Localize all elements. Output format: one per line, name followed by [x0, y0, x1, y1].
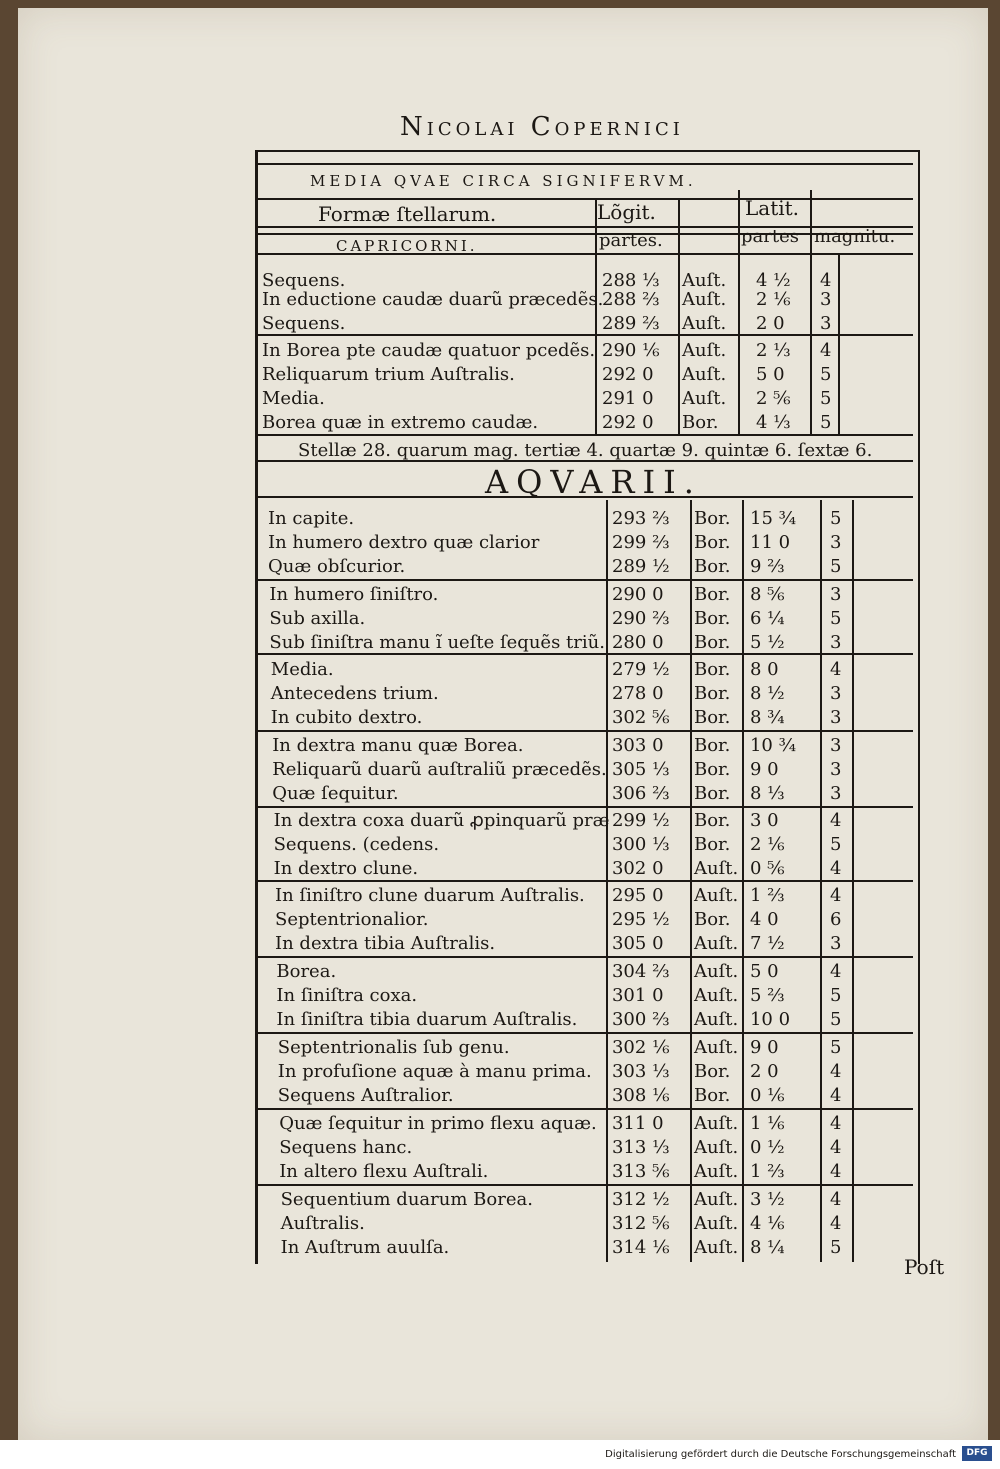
star-row: [275, 883, 910, 908]
star-name: Reliquarum trium Auſtralis.: [262, 364, 515, 385]
latitude-direction: Auſt.: [693, 1137, 739, 1158]
magnitude-value: 3: [830, 933, 842, 954]
star-row: [271, 657, 910, 682]
latitude-direction: Auſt.: [682, 289, 727, 310]
latitude-direction: Auſt.: [693, 1237, 739, 1258]
latitude-direction: Bor.: [694, 532, 731, 553]
latitude-direction: Auſt.: [682, 364, 727, 385]
longitude-value: 290 ⅙: [602, 340, 660, 361]
magnitude-value: 4: [829, 659, 842, 680]
star-row: [281, 1211, 910, 1236]
longitude-value: 288 ⅔: [602, 289, 660, 310]
rule: [258, 730, 913, 732]
longitude-value: 280 0: [611, 632, 664, 653]
star-name: Borea.: [276, 961, 337, 982]
magnitude-value: 5: [829, 834, 842, 855]
longitude-value: 311 0: [611, 1113, 664, 1134]
constellation-heading-aquarii: AQVARII.: [485, 463, 702, 501]
star-row: [262, 386, 912, 411]
magnitude-value: 3: [829, 759, 842, 780]
latitude-direction: Auſt.: [693, 1037, 739, 1058]
star-name: In dextra manu quæ Borea.: [272, 735, 524, 756]
star-row: [269, 630, 910, 655]
latitude-direction: Bor.: [693, 810, 731, 831]
latitude-value: 3 ½: [749, 1189, 785, 1210]
latitude-direction: Auſt.: [693, 961, 739, 982]
column-header-latit: Latit.: [745, 196, 800, 220]
latitude-value: 2 ⅓: [756, 340, 791, 361]
longitude-value: 292 0: [602, 412, 654, 433]
longitude-value: 308 ⅙: [611, 1085, 670, 1106]
star-row: [272, 733, 910, 758]
star-row: [262, 338, 912, 363]
star-name: Reliquarũ duarũ auſtraliũ præcedẽs.: [272, 759, 607, 780]
star-row: [262, 311, 912, 336]
star-row: [276, 983, 910, 1008]
latitude-direction: Bor.: [693, 632, 731, 653]
latitude-value: 1 ⅔: [750, 885, 785, 906]
star-name: In Borea pte caudæ quatuor pcedẽs.: [262, 340, 596, 361]
star-row: [268, 506, 910, 531]
latitude-direction: Auſt.: [682, 313, 727, 334]
latitude-value: 2 0: [756, 313, 785, 334]
latitude-value: 8 0: [749, 659, 779, 680]
longitude-value: 302 ⅙: [611, 1037, 670, 1058]
longitude-value: 288 ⅓: [602, 270, 660, 291]
latitude-value: 1 ⅙: [749, 1113, 785, 1134]
latitude-value: 8 ¼: [749, 1237, 785, 1258]
latitude-direction: Auſt.: [682, 388, 727, 409]
longitude-value: 313 ⅚: [611, 1161, 670, 1182]
star-row: [278, 1035, 910, 1060]
star-name: Sequens hanc.: [279, 1137, 413, 1158]
latitude-direction: Bor.: [694, 556, 731, 577]
magnitude-value: 4: [829, 1113, 842, 1134]
longitude-value: 291 0: [602, 388, 654, 409]
star-name: Auſtralis.: [280, 1213, 365, 1234]
longitude-value: 305 ⅓: [611, 759, 670, 780]
magnitude-value: 5: [829, 1009, 842, 1030]
latitude-value: 9 0: [749, 1037, 779, 1058]
star-name: In altero flexu Auſtrali.: [279, 1161, 489, 1182]
column-header-formae: Formæ ſtellarum.: [318, 202, 497, 226]
magnitude-value: 5: [829, 1037, 842, 1058]
star-row: [274, 856, 910, 881]
rule: [258, 1184, 913, 1186]
star-name: In humero ſiniſtro.: [269, 584, 439, 605]
star-name: In ſiniſtra coxa.: [276, 985, 418, 1006]
magnitude-value: 3: [829, 632, 842, 653]
longitude-value: 299 ½: [611, 810, 670, 831]
rule: [258, 1032, 913, 1034]
latitude-direction: Auſt.: [682, 340, 727, 361]
magnitude-value: 4: [829, 961, 842, 982]
longitude-value: 302 ⅚: [611, 707, 670, 728]
latitude-value: 9 ⅔: [750, 556, 785, 577]
magnitude-value: 3: [829, 735, 842, 756]
constellation-heading-capricorni: CAPRICORNI.: [336, 237, 478, 255]
longitude-value: 290 ⅔: [611, 608, 670, 629]
star-row: [269, 582, 910, 607]
latitude-value: 11 0: [750, 532, 791, 553]
star-name: In dextro clune.: [273, 858, 419, 879]
magnitude-value: 3: [829, 584, 842, 605]
latitude-direction: Auſt.: [693, 1113, 739, 1134]
longitude-value: 301 0: [611, 985, 664, 1006]
latitude-value: 7 ½: [750, 933, 785, 954]
magnitude-value: 5: [820, 364, 832, 385]
magnitude-value: 5: [829, 1237, 842, 1258]
latitude-value: 6 ¼: [749, 608, 785, 629]
star-name: Media.: [270, 659, 334, 680]
magnitude-value: 5: [830, 508, 842, 529]
running-header: Nicolai Copernici: [400, 112, 684, 142]
latitude-direction: Auſt.: [693, 1189, 739, 1210]
longitude-value: 300 ⅓: [611, 834, 670, 855]
star-name: In Auſtrum auulſa.: [280, 1237, 450, 1258]
footer-text: Digitalisierung gefördert durch die Deutsche Forschungsgemeinschaft: [605, 1449, 956, 1460]
longitude-value: 302 0: [611, 858, 664, 879]
star-row: [262, 287, 912, 312]
star-name: In ſiniſtra tibia duarum Auſtralis.: [276, 1009, 578, 1030]
star-row: [272, 757, 910, 782]
latitude-value: 0 ⅙: [749, 1085, 785, 1106]
star-name: Media.: [262, 388, 325, 409]
magnitude-value: 4: [829, 858, 842, 879]
latitude-direction: Auſt.: [693, 1009, 739, 1030]
star-row: [281, 1235, 910, 1260]
star-name: Borea quæ in extremo caudæ.: [262, 412, 539, 433]
star-name: Sequentium duarum Borea.: [280, 1189, 533, 1210]
star-row: [271, 705, 910, 730]
longitude-value: 305 0: [612, 933, 664, 954]
magnitude-value: 4: [820, 270, 832, 291]
digitization-footer: [0, 1440, 1000, 1469]
latitude-direction: Bor.: [682, 412, 719, 433]
magnitude-value: 4: [829, 1161, 842, 1182]
star-row: [278, 1083, 910, 1108]
star-name: In capite.: [268, 508, 355, 529]
catchword: Poſt: [904, 1255, 945, 1279]
star-row: [274, 808, 910, 833]
latitude-direction: Bor.: [693, 608, 731, 629]
magnitude-value: 4: [829, 1189, 842, 1210]
latitude-direction: Bor.: [693, 659, 731, 680]
longitude-value: 293 ⅔: [612, 508, 670, 529]
star-row: [281, 1187, 910, 1212]
latitude-direction: Bor.: [694, 909, 731, 930]
latitude-value: 10 0: [749, 1009, 791, 1030]
latitude-value: 5 0: [756, 364, 785, 385]
star-name: Septentrionalior.: [275, 909, 429, 930]
star-name: In humero dextro quæ clarior: [268, 532, 540, 553]
latitude-value: 9 0: [749, 759, 779, 780]
longitude-value: 304 ⅔: [611, 961, 670, 982]
latitude-value: 8 ½: [749, 683, 785, 704]
latitude-direction: Bor.: [693, 783, 731, 804]
longitude-value: 303 ⅓: [611, 1061, 670, 1082]
star-row: [279, 1111, 910, 1136]
star-row: [279, 1135, 910, 1160]
latitude-direction: Bor.: [693, 735, 731, 756]
star-name: Antecedens trium.: [270, 683, 439, 704]
longitude-value: 303 0: [611, 735, 664, 756]
longitude-value: 278 0: [611, 683, 664, 704]
magnitude-value: 5: [820, 388, 832, 409]
magnitude-value: 6: [830, 909, 842, 930]
star-name: Quæ ſequitur in primo flexu aquæ.: [279, 1113, 597, 1134]
star-row: [268, 530, 910, 555]
latitude-value: 5 ⅔: [749, 985, 785, 1006]
latitude-value: 8 ⅚: [749, 584, 785, 605]
latitude-direction: Auſt.: [693, 1213, 739, 1234]
star-count-summary: Stellæ 28. quarum mag. tertiæ 4. quartæ 9. quintæ 6. ſextæ 6.: [298, 440, 873, 461]
latitude-value: 3 0: [749, 810, 779, 831]
latitude-value: 1 ⅔: [749, 1161, 785, 1182]
star-row: [278, 1059, 910, 1084]
star-row: [276, 959, 910, 984]
star-name: Sequens.: [262, 313, 346, 334]
latitude-value: 0 ⅚: [749, 858, 785, 879]
column-header-longit: Lõgit.: [597, 200, 656, 224]
star-name: In dextra tibia Auſtralis.: [275, 933, 496, 954]
rule: [258, 163, 913, 165]
rule: [258, 198, 913, 200]
star-row: [268, 554, 910, 579]
latitude-value: 2 ⅙: [749, 834, 785, 855]
latitude-value: 4 ⅓: [756, 412, 791, 433]
longitude-value: 313 ⅓: [611, 1137, 670, 1158]
longitude-value: 295 ½: [612, 909, 670, 930]
longitude-value: 292 0: [602, 364, 654, 385]
latitude-direction: Auſt.: [693, 1161, 739, 1182]
star-row: [269, 606, 910, 631]
latitude-value: 5 ½: [749, 632, 785, 653]
star-row: [262, 362, 912, 387]
star-row: [275, 931, 910, 956]
magnitude-value: 5: [830, 556, 842, 577]
longitude-value: 306 ⅔: [611, 783, 670, 804]
longitude-value: 312 ⅚: [611, 1213, 670, 1234]
magnitude-value: 3: [829, 683, 842, 704]
longitude-value: 289 ⅔: [602, 313, 660, 334]
latitude-value: 15 ¾: [750, 508, 797, 529]
latitude-direction: Bor.: [693, 1085, 731, 1106]
magnitude-value: 5: [829, 608, 842, 629]
latitude-value: 8 ⅓: [749, 783, 785, 804]
latitude-direction: Auſt.: [693, 858, 739, 879]
longitude-value: 299 ⅔: [612, 532, 670, 553]
star-name: Sequens Auſtralior.: [277, 1085, 454, 1106]
star-row: [271, 681, 910, 706]
latitude-direction: Bor.: [693, 683, 731, 704]
latitude-direction: Bor.: [693, 584, 731, 605]
longitude-value: 289 ½: [612, 556, 670, 577]
magnitude-value: 3: [830, 532, 842, 553]
magnitude-value: 4: [829, 810, 842, 831]
magnitude-value: 3: [829, 783, 842, 804]
latitude-value: 2 ⅙: [756, 289, 791, 310]
magnitude-value: 5: [820, 412, 832, 433]
column-header-partes-longitude: partes.: [599, 230, 663, 251]
latitude-value: 2 0: [749, 1061, 779, 1082]
magnitude-value: 5: [829, 985, 842, 1006]
rule: [258, 579, 913, 581]
latitude-direction: Auſt.: [693, 985, 739, 1006]
magnitude-value: 3: [829, 707, 842, 728]
longitude-value: 314 ⅙: [611, 1237, 670, 1258]
latitude-direction: Auſt.: [694, 885, 739, 906]
latitude-direction: Bor.: [693, 1061, 731, 1082]
magnitude-value: 4: [820, 340, 832, 361]
latitude-value: 10 ¾: [749, 735, 797, 756]
star-row: [276, 1007, 910, 1032]
column-header-magnitudo: magnitu.: [814, 226, 896, 247]
column-header-partes-latitude: partes: [741, 226, 799, 247]
star-name: In profuſione aquæ à manu prima.: [277, 1061, 592, 1082]
latitude-direction: Bor.: [693, 834, 731, 855]
star-name: Sequens.: [262, 270, 346, 291]
latitude-value: 2 ⅚: [756, 388, 791, 409]
latitude-value: 4 0: [750, 909, 779, 930]
latitude-value: 8 ¾: [749, 707, 785, 728]
magnitude-value: 4: [829, 1061, 842, 1082]
star-name: Sub ſiniſtra manu ĩ ueſte ſequẽs triũ.: [269, 632, 605, 653]
latitude-direction: Bor.: [694, 508, 731, 529]
magnitude-value: 4: [829, 1213, 842, 1234]
longitude-value: 312 ½: [611, 1189, 670, 1210]
dfg-logo: DFG: [962, 1446, 992, 1461]
latitude-value: 4 ⅙: [749, 1213, 785, 1234]
latitude-direction: Bor.: [693, 759, 731, 780]
star-name: Septentrionalis ſub genu.: [277, 1037, 510, 1058]
magnitude-value: 4: [829, 1085, 842, 1106]
magnitude-value: 4: [830, 885, 842, 906]
rule: [258, 956, 913, 958]
star-row: [272, 781, 910, 806]
table-title: MEDIA QVAE CIRCA SIGNIFERVM.: [310, 172, 697, 190]
star-name: In ſiniſtro clune duarum Auſtralis.: [275, 885, 585, 906]
star-name: In cubito dextro.: [270, 707, 423, 728]
star-name: Sub axilla.: [269, 608, 366, 629]
magnitude-value: 3: [820, 313, 832, 334]
longitude-value: 295 0: [612, 885, 664, 906]
longitude-value: 300 ⅔: [611, 1009, 670, 1030]
star-row: [279, 1159, 910, 1184]
star-name: Quæ obſcurior.: [268, 556, 406, 577]
latitude-value: 5 0: [749, 961, 779, 982]
magnitude-value: 3: [820, 289, 832, 310]
star-name: Sequens. (cedens.: [273, 834, 440, 855]
latitude-value: 4 ½: [756, 270, 791, 291]
star-name: In dextra coxa duarũ ꝓpinquarũ præ: [273, 810, 610, 831]
magnitude-value: 4: [829, 1137, 842, 1158]
star-row: [275, 907, 910, 932]
longitude-value: 279 ½: [611, 659, 670, 680]
longitude-value: 290 0: [611, 584, 664, 605]
latitude-value: 0 ½: [749, 1137, 785, 1158]
rule: [258, 1108, 913, 1110]
latitude-direction: Auſt.: [694, 933, 739, 954]
star-row: [274, 832, 910, 857]
latitude-direction: Bor.: [693, 707, 731, 728]
star-row: [262, 410, 912, 435]
latitude-direction: Auſt.: [682, 270, 727, 291]
star-name: Quæ ſequitur.: [272, 783, 399, 804]
star-name: In eductione caudæ duarũ præcedẽs.: [262, 289, 604, 310]
